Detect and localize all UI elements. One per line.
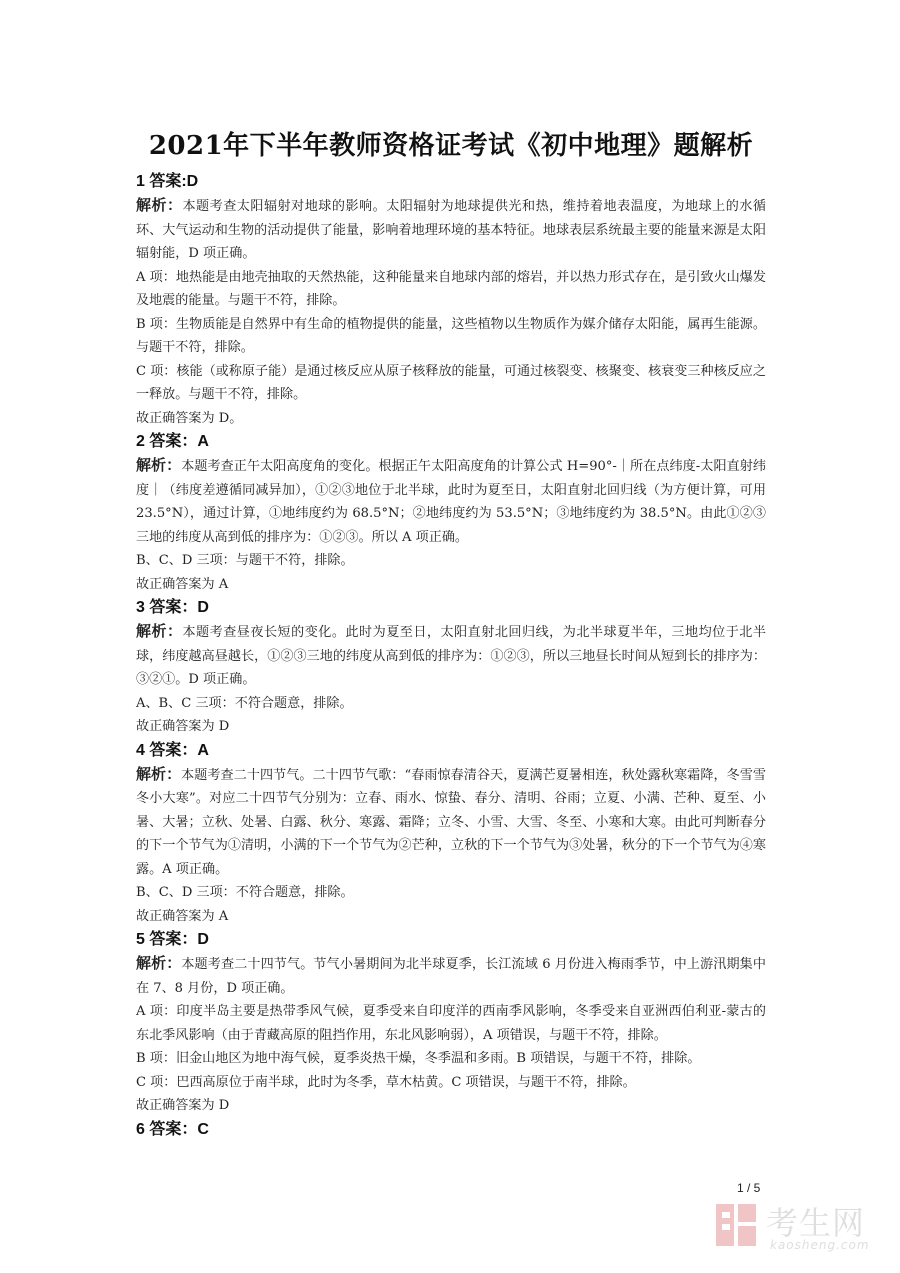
question-1 [136, 170, 766, 430]
analysis-label: 解析： [136, 622, 183, 640]
final-answer: 故正确答案为 A [136, 908, 229, 924]
option-explanation: A 项：地热能是由地壳抽取的天然热能，这种能量来自地球内部的熔岩，并以热力形式存在，是引致火山爆发及地震的能量。与题干不符，排除。 [136, 269, 766, 308]
final-answer: 故正确答案为 A [136, 576, 229, 592]
option-explanation: C 项：核能（或称原子能）是通过核反应从原子核释放的能量，可通过核裂变、核聚变、核衰变三种核反应之一释放。与题干不符，排除。 [136, 363, 766, 402]
page-title: 2021年下半年教师资格证考试《初中地理》题解析 [148, 131, 754, 161]
answer-heading: 1 答案:D [136, 173, 199, 190]
question-5 [136, 928, 766, 1118]
answer-heading: 6 答案：C [136, 1120, 209, 1138]
analysis-label: 解析： [136, 196, 183, 214]
analysis-paragraph [136, 763, 766, 882]
analysis-text: 本题考查二十四节气。节气小暑期间为北半球夏季，长江流域 6 月份进入梅雨季节，中上游汛期集中在 7、8 月份，D 项正确。 [136, 957, 766, 996]
analysis-label: 解析： [136, 456, 182, 474]
answer-heading: 5 答案：D [136, 931, 209, 948]
option-explanation: C 项：巴西高原位于南半球，此时为冬季，草木枯黄。C 项错误，与题干不符，排除。 [136, 1074, 636, 1090]
final-answer: 故正确答案为 D。 [136, 410, 243, 426]
option-explanation: B、C、D 三项：与题干不符，排除。 [136, 553, 354, 568]
answer-heading: 2 答案：A [136, 433, 209, 450]
analysis-text: 本题考查二十四节气。二十四节气歌：“春雨惊春清谷天，夏满芒夏暑相连，秋处露秋寒霜降，冬雪雪冬小大寒”。对应二十四节气分别为：立春、雨水、惊蛰、春分、清明、谷雨；立夏、小满、芒种、夏至、小暑、大暑；立秋、处暑、白露、秋分、寒露、霜降；立冬、小雪、大雪、冬至、小寒和大寒。由此可判断春分的下一个节气为①清明，小满的下一个节气为②芒种，立秋的下一个节气为③处暑，秋分的下一个节气为④寒露。A 项正确。 [136, 767, 766, 877]
analysis-paragraph [136, 194, 766, 266]
kaosheng-logo-icon [714, 1200, 760, 1250]
analysis-label: 解析： [136, 954, 182, 972]
option-explanation: A、B、C 三项：不符合题意，排除。 [136, 695, 353, 711]
analysis-text: 本题考查昼夜长短的变化。此时为夏至日，太阳直射北回归线，为北半球夏半年，三地均位于北半球，纬度越高昼越长，①②③三地的纬度从高到低的排序为：①②③，所以三地昼长时间从短到长的排序为：③②①。D 项正确。 [136, 625, 766, 687]
watermark-cn: 考生网 [766, 1204, 866, 1242]
analysis-text: 本题考查太阳辐射对地球的影响。太阳辐射为地球提供光和热，维持着地表温度，为地球上的水循环、大气运动和生物的活动提供了能量，影响着地理环境的基本特征。地球表层系统最主要的能量来源是太阳辐射能，D 项正确。 [136, 199, 766, 261]
option-explanation: A 项：印度半岛主要是热带季风气候，夏季受来自印度洋的西南季风影响，冬季受来自亚洲西伯利亚-蒙古的东北季风影响（由于青藏高原的阻挡作用，东北风影响弱），A 项错误，与题干不符，排除。 [136, 1004, 766, 1043]
analysis-paragraph [136, 952, 766, 1000]
analysis-label: 解析： [136, 764, 182, 783]
question-2 [136, 430, 766, 596]
option-explanation: B 项：旧金山地区为地中海气候，夏季炎热干燥，冬季温和多雨。B 项错误，与题干不符，排除。 [136, 1051, 701, 1066]
document-page [136, 128, 766, 1142]
question-6 [136, 1118, 766, 1142]
question-3 [136, 596, 766, 739]
watermark-en: kaosheng.com [770, 1238, 870, 1252]
analysis-text: 本题考查正午太阳高度角的变化。根据正午太阳高度角的计算公式 H=90°-｜所在点纬度-太阳直射纬度｜（纬度差遵循同减异加），①②③地位于北半球，此时为夏至日，太阳直射北回归线（为方便计算，可用 23.5°N），通过计算，①地纬度约为 68.5°N；②地纬度约为 53.5°N；③地纬度约为 38.5°N。由此①②③三地的纬度从高到低的排序为：①②③。所以 A 项正确。 [136, 459, 766, 545]
option-explanation: B、C、D 三项：不符合题意，排除。 [136, 885, 354, 900]
option-explanation: B 项：生物质能是自然界中有生命的植物提供的能量，这些植物以生物质作为媒介储存太阳能，属再生能源。与题干不符，排除。 [136, 316, 766, 355]
question-4 [136, 739, 766, 929]
analysis-paragraph [136, 620, 766, 692]
answer-heading: 3 答案：D [136, 599, 209, 616]
page-number: 1 / 5 [737, 1181, 761, 1195]
answer-heading: 4 答案：A [136, 741, 209, 759]
analysis-paragraph [136, 454, 766, 549]
final-answer: 故正确答案为 D [136, 1098, 230, 1113]
watermark [714, 1198, 884, 1256]
final-answer: 故正确答案为 D [136, 719, 230, 734]
